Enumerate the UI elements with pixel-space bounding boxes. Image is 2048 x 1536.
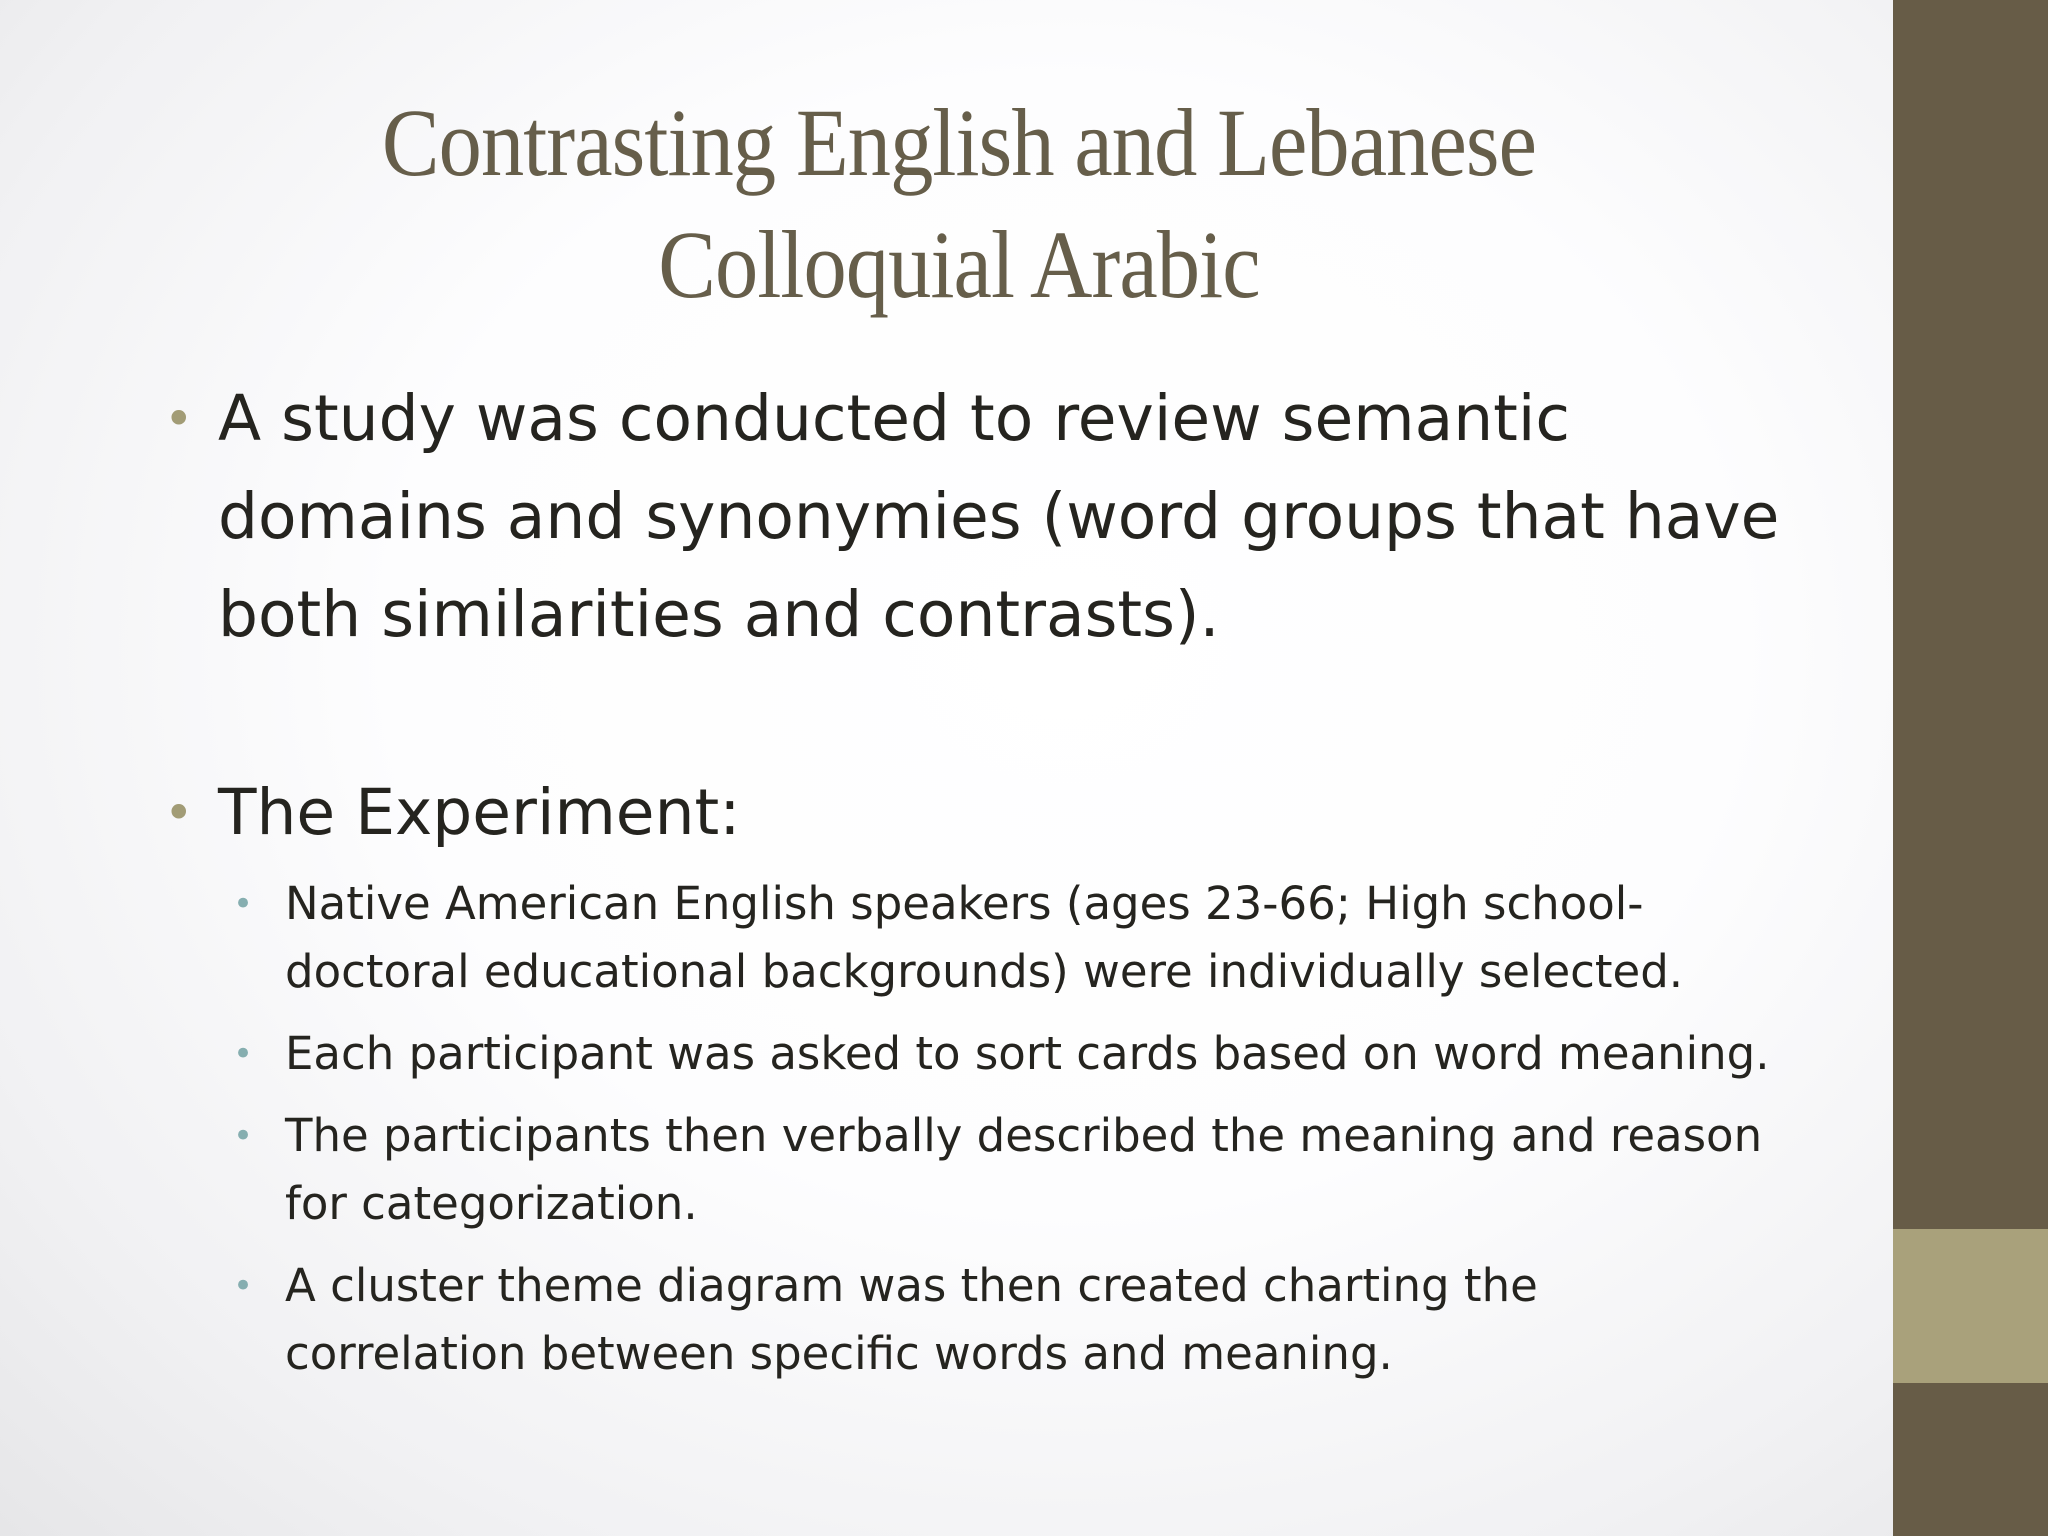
bullet-study <box>160 370 1860 664</box>
sub-bullet-cluster-diagram-line-1: A cluster theme diagram was then created charting the <box>285 1259 1538 1312</box>
sub-bullet-participants-line-1: Native American English speakers (ages 23-66; High school- <box>285 877 1644 930</box>
sub-bullet-icon: • <box>233 1034 254 1074</box>
experiment-sub-list <box>160 870 1860 1388</box>
slide-title-line-2: Colloquial Arabic <box>658 211 1260 318</box>
bullet-experiment-label: The Experiment: <box>218 776 741 849</box>
slide-title <box>249 82 1669 326</box>
sub-bullet-sort-cards <box>233 1020 1860 1088</box>
bullet-study-line-2: domains and synonymies (word groups that have <box>218 480 1780 553</box>
sub-bullet-participants <box>233 870 1860 1006</box>
sub-bullet-cluster-diagram <box>233 1252 1860 1388</box>
bullet-study-line-3: both similarities and contrasts). <box>218 578 1220 651</box>
slide-body <box>160 370 1860 1402</box>
sub-bullet-icon: • <box>233 1116 254 1156</box>
sub-bullet-cluster-diagram-line-2: correlation between specific words and meaning. <box>285 1327 1393 1380</box>
bullet-icon: • <box>164 784 194 842</box>
bullet-experiment <box>160 764 1860 862</box>
bullet-study-line-1: A study was conducted to review semantic <box>218 382 1570 455</box>
sub-bullet-icon: • <box>233 1266 254 1306</box>
sub-bullet-verbal-description <box>233 1102 1860 1238</box>
bullet-icon: • <box>164 390 194 448</box>
sub-bullet-sort-cards-line-1: Each participant was asked to sort cards based on word meaning. <box>285 1027 1770 1080</box>
sub-bullet-verbal-description-line-1: The participants then verbally described the meaning and reason <box>285 1109 1763 1162</box>
sub-bullet-participants-line-2: doctoral educational backgrounds) were individually selected. <box>285 945 1684 998</box>
sub-bullet-verbal-description-line-2: for categorization. <box>285 1177 698 1230</box>
sub-bullet-icon: • <box>233 884 254 924</box>
side-decoration-accent <box>1893 1229 2048 1383</box>
slide-title-line-1: Contrasting English and Lebanese <box>381 89 1537 196</box>
